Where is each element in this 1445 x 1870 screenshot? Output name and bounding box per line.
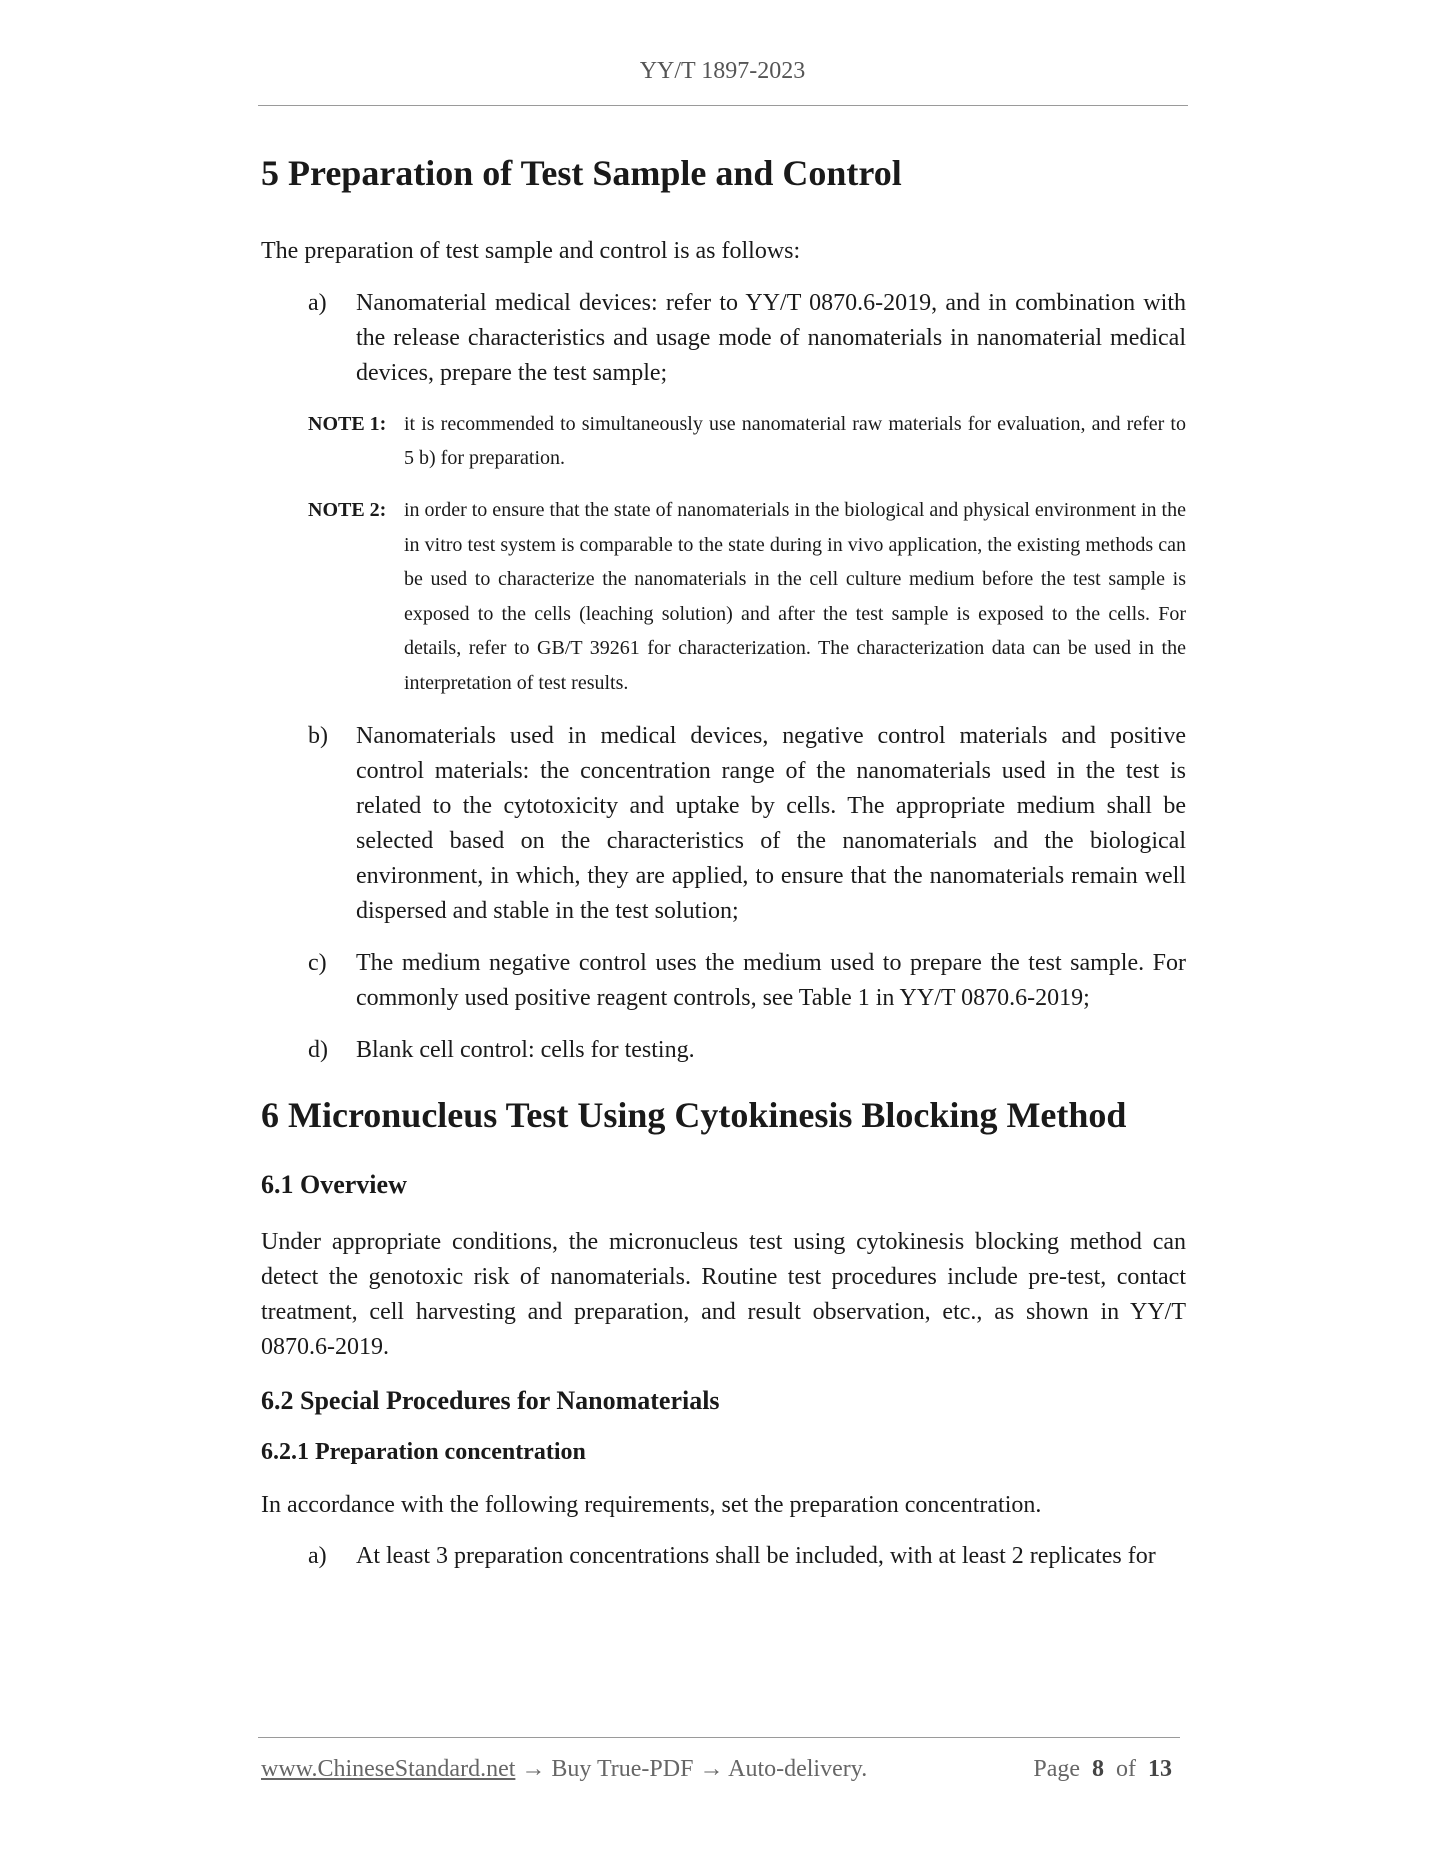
subsection-6-2-title: 6.2 Special Procedures for Nanomaterials [261, 1386, 720, 1416]
list-item-c [261, 946, 1186, 1016]
list-item-b [261, 719, 1186, 929]
page-indicator [1033, 1756, 1172, 1783]
page-total: 13 [1148, 1756, 1172, 1782]
section-6-title: 6 Micronucleus Test Using Cytokinesis Blocking Method [261, 1094, 1127, 1135]
page-content [261, 150, 1186, 1574]
list-label: a) [308, 289, 327, 316]
section-5-title: 5 Preparation of Test Sample and Control [261, 153, 902, 193]
list-item-d [261, 1033, 1186, 1068]
header-rule [258, 105, 1188, 106]
subsection-6-1-text: Under appropriate conditions, the micronucleus test using cytokinesis blocking method can detect the genotoxic risk of nanomaterials. Routine test procedures include pre-test, contact treatment, cell harvesting and preparation, and result observation, etc., as shown in YY/T 0870.6-2019. [261, 1229, 1186, 1361]
subsection-6-2-1-intro: In accordance with the following requirements, set the preparation concentration. [261, 1492, 1042, 1519]
list-text: At least 3 preparation concentrations shall be included, with at least 2 replicates for [356, 1543, 1156, 1570]
note-text: in order to ensure that the state of nanomaterials in the biological and physical environment in the in vitro test system is comparable to the state during in vivo application, the existing methods can be used to characterize the nanomaterials in the cell culture medium before the test sample is exposed to the cells (leaching solution) and after the test sample is exposed to the cells. For details, refer to GB/T 39261 for characterization. The characterization data can be used in the interpretation of test results. [404, 498, 1186, 694]
list-text: Nanomaterial medical devices: refer to YY/T 0870.6-2019, and in combination with the release characteristics and usage mode of nanomaterials in nanomaterial medical devices, prepare the test sample; [356, 289, 1186, 386]
section-5-intro: The preparation of test sample and control is as follows: [261, 237, 801, 264]
page-footer [261, 1756, 1178, 1783]
list-item-a [261, 286, 1186, 391]
list-item-6-2-1-a [261, 1539, 1186, 1574]
list-text: Blank cell control: cells for testing. [356, 1036, 695, 1063]
site-link[interactable]: www.ChineseStandard.net [261, 1756, 516, 1782]
list-label: b) [308, 722, 328, 749]
subsection-6-2-1-title: 6.2.1 Preparation concentration [261, 1438, 586, 1465]
note-2 [261, 493, 1186, 701]
page-header: YY/T 1897-2023 [639, 58, 806, 84]
list-text: Nanomaterials used in medical devices, negative control materials and positive control materials: the concentration range of the nanomaterials used in the test is related to the cytotoxicity and uptake by cells. The appropriate medium shall be selected based on the characteristics of the nanomaterials and the biological environment, in which, they are applied, to ensure that the nanomaterials remain well dispersed and stable in the test solution; [356, 722, 1186, 924]
footer-rule [258, 1737, 1180, 1738]
of-word: of [1116, 1756, 1136, 1782]
note-label: NOTE 1: [308, 412, 387, 435]
note-label: NOTE 2: [308, 498, 387, 521]
list-label: a) [308, 1543, 327, 1570]
footer-left [261, 1756, 867, 1783]
page-word: Page [1033, 1756, 1080, 1782]
list-text: The medium negative control uses the medium used to prepare the test sample. For commonly used positive reagent controls, see Table 1 in YY/T 0870.6-2019; [356, 949, 1186, 1011]
footer-tagline: → Buy True-PDF → Auto-delivery. [515, 1756, 868, 1782]
note-text: it is recommended to simultaneously use nanomaterial raw materials for evaluation, and refer to 5 b) for preparation. [404, 412, 1186, 470]
list-label: d) [308, 1036, 328, 1063]
note-1 [261, 407, 1186, 476]
list-label: c) [308, 949, 327, 976]
page-number: 8 [1092, 1756, 1104, 1782]
subsection-6-1-title: 6.1 Overview [261, 1170, 407, 1200]
